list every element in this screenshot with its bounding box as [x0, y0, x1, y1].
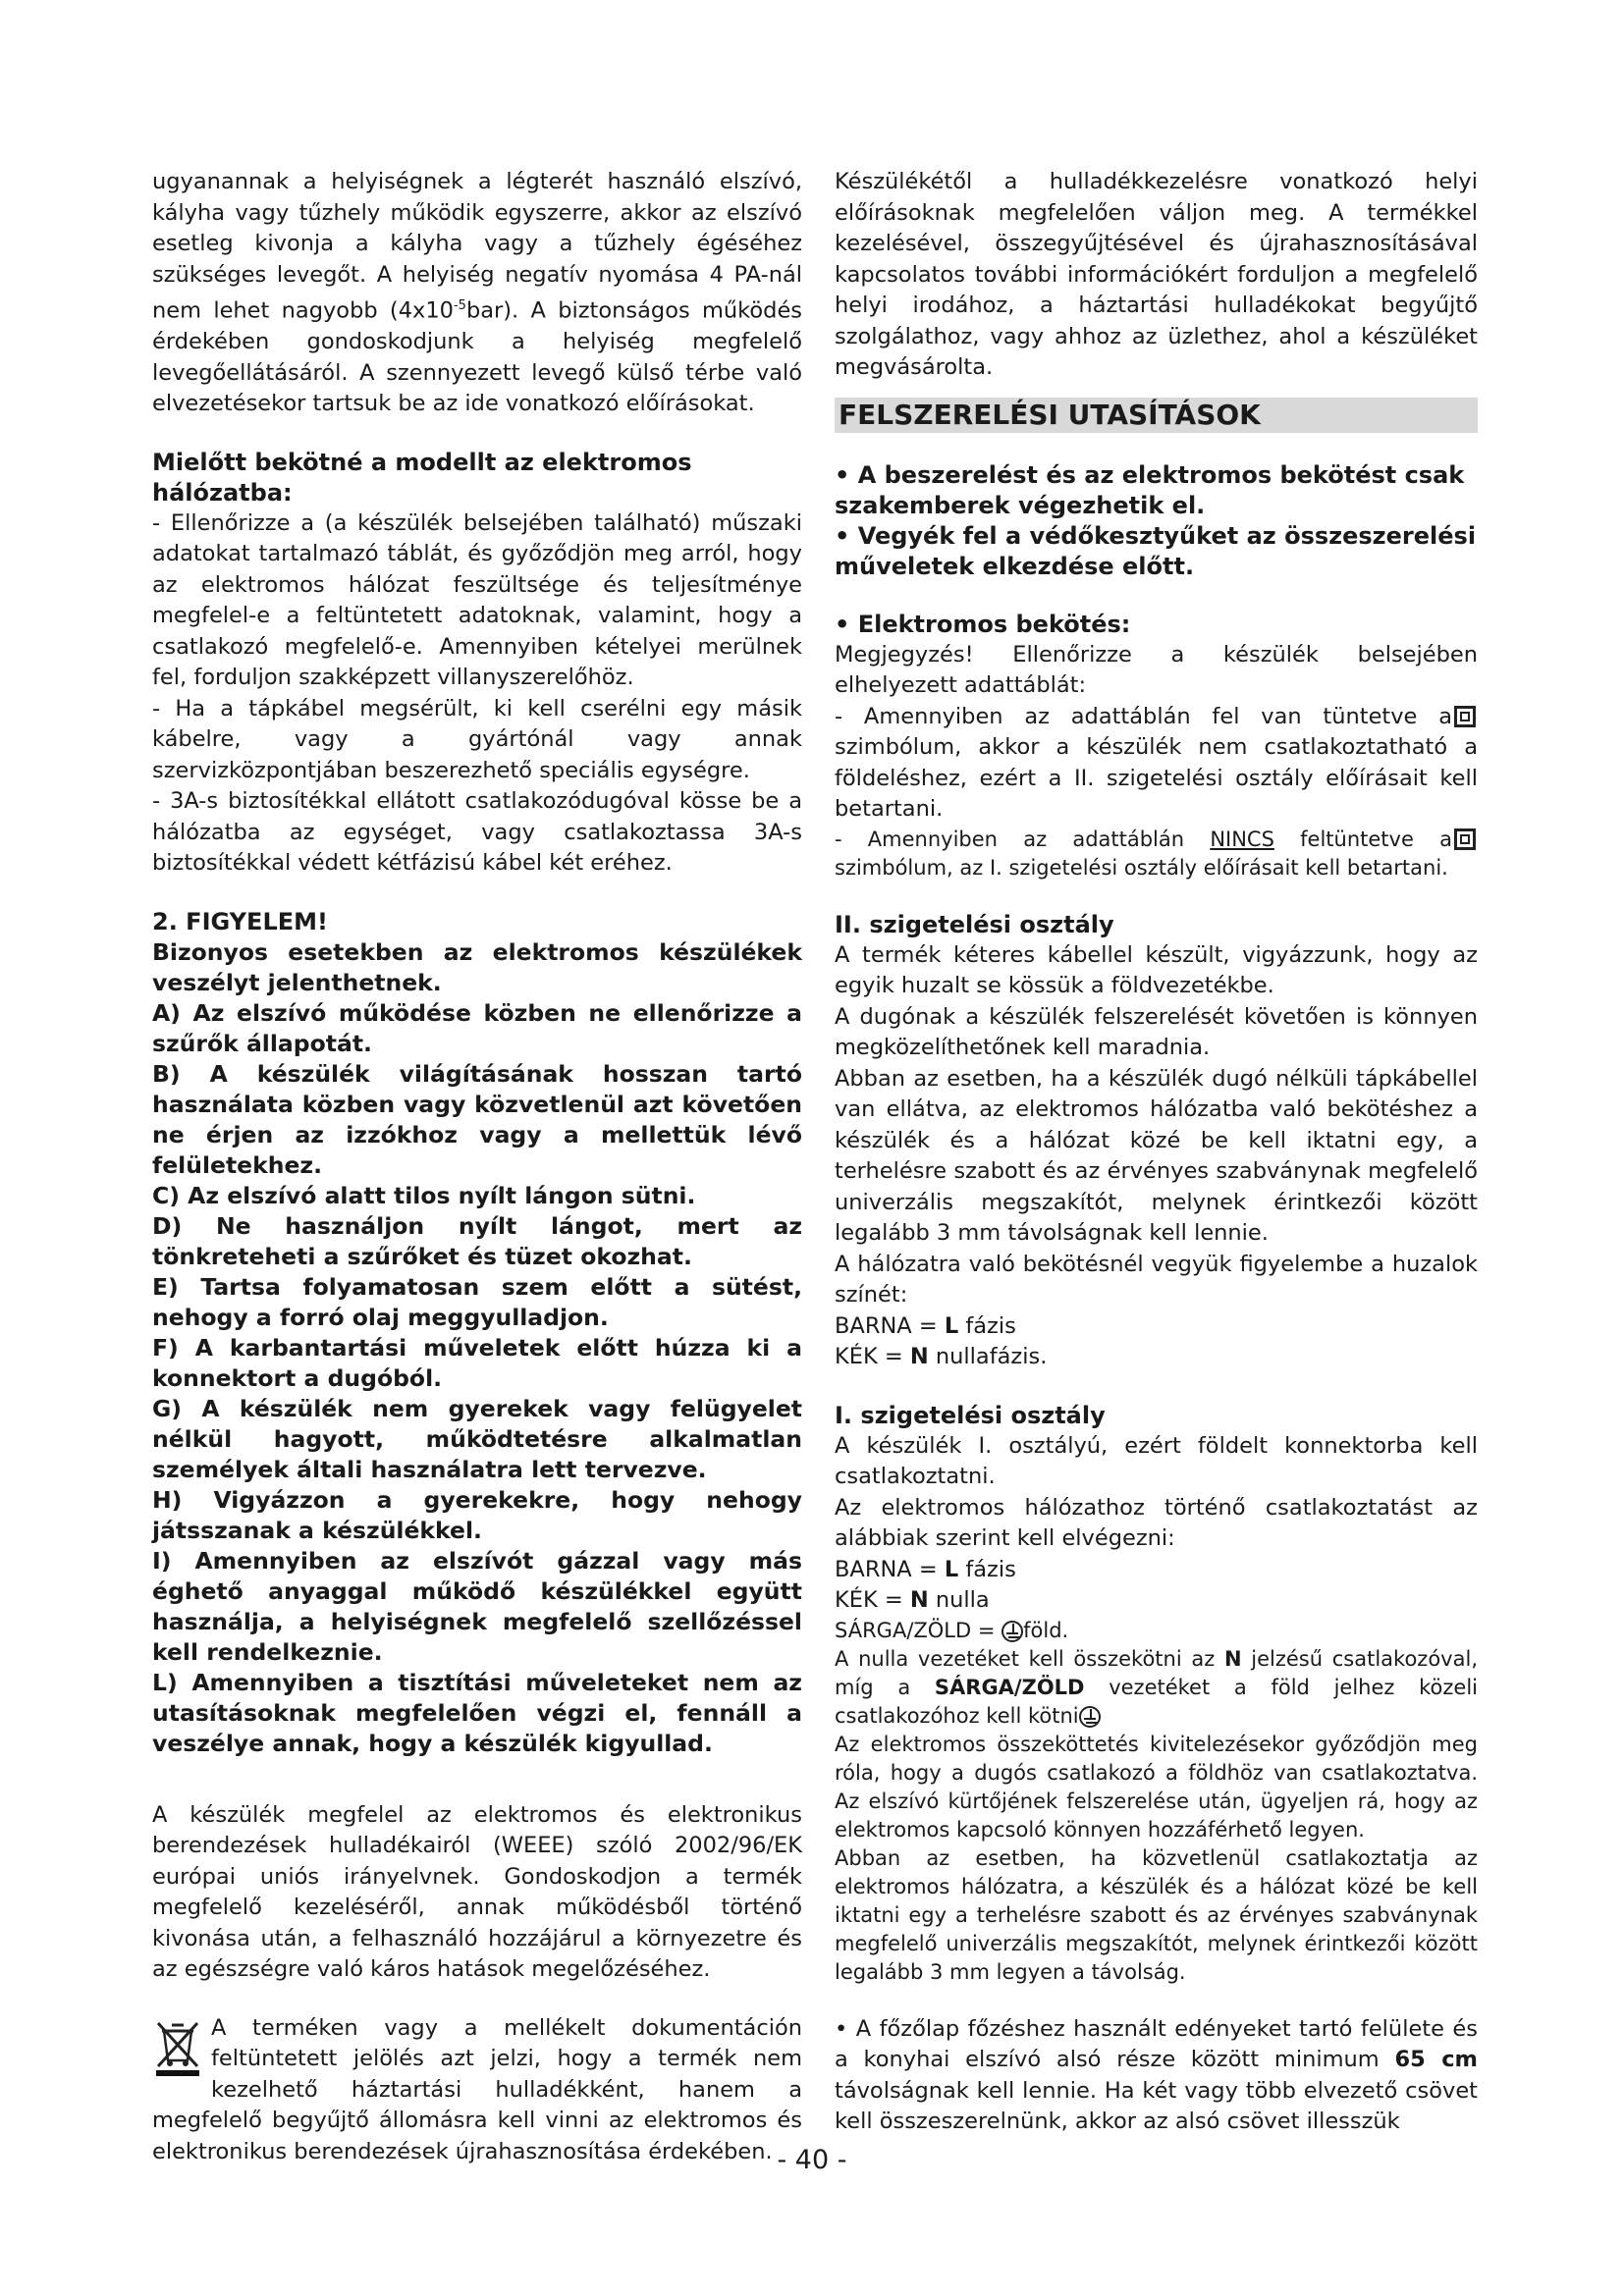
grounded-plug-paragraph: Az elektromos összeköttetés kivitelezésekor győződjön meg róla, hogy a dugós csatlakozó a földhöz van csatlakoztatva. Az elszívó kürtőjének felszerelése után, ügyeljen rá, hogy az elektromos kapcsoló könnyen hozzáférhető legyen. [835, 1732, 1478, 1842]
brown-line-1: BARNA = L fázis [835, 1312, 1016, 1339]
warning-intro: Bizonyos esetekben az elektromos készülékek veszélyt jelenthetnek. [152, 937, 802, 996]
ground-icon [1001, 1621, 1023, 1642]
warning-b: B) A készülék világításának hosszan tartó használata közben vagy közvetlenül azt követően ne érjen az izzókhoz vagy a mellettük lévő felületekhez. [152, 1059, 802, 1179]
disposal-paragraph: A terméken vagy a mellékelt dokumentáción feltüntetett jelölés azt jelzi, hogy a termék nem kezelhető háztartási hulladékként, hanem a megfelelő begyűjtő állomásra kell vinni az elektromos és elektronikus berendezések újrahasznosítása érdekében. [152, 2014, 802, 2164]
bullet-gloves: • Vegyék fel a védőkesztyűket az összeszerelési műveletek elkezdése előtt. [835, 521, 1477, 580]
yellow-green-line: SÁRGA/ZÖLD = föld. [835, 1618, 1069, 1642]
blue-line-1: KÉK = N nullafázis. [835, 1344, 1048, 1369]
fuse-paragraph: - 3A-s biztosítékkal ellátott csatlakozódugóval kösse be a hálózatba az egységet, vagy csatlakoztassa 3A-s biztosítékkal védett kétfázisú kábel két eréhez. [152, 788, 802, 876]
class-ii-symbol-paragraph: - Amennyiben az adattáblán fel van tüntetve a szimbólum, akkor a készülék nem csatlakoztatható a földeléshez, ezért a II. szigetelési osztály előírásait kell betartani. [835, 703, 1478, 822]
double-insulation-icon [1454, 706, 1476, 727]
blue-line-2: KÉK = N nulla [835, 1587, 990, 1613]
brown-line-2: BARNA = L fázis [835, 1556, 1016, 1582]
heading-class-i: I. szigetelési osztály [835, 1401, 1106, 1429]
page-number: - 40 - [777, 2145, 847, 2175]
local-disposal-paragraph: Készülékétől a hulladékkezelésre vonatkozó helyi előírásoknak megfelelően váljon meg. A termékkel kezelésével, összegyűjtésével és újrahasznosításával kapcsolatos további információkért forduljon a megfelelő helyi irodához, a háztartási hulladékokat begyűjtő szolgálathoz, vagy ahhoz az üzlethez, ahol a készüléket megvásárolta. [835, 169, 1478, 380]
crossed-bin-icon [152, 2017, 203, 2076]
heading-before-connecting: Mielőtt bekötné a modellt az elektromos hálózatba: [152, 448, 692, 507]
warning-a: A) Az elszívó működése közben ne ellenőrizze a szűrők állapotát. [152, 998, 802, 1057]
bullet-electrical-connection: • Elektromos bekötés: [835, 610, 1131, 638]
class-i-symbol-paragraph: - Amennyiben az adattáblán NINCS feltüntetve a szimbólum, az I. szigetelési osztály előírásait kell betartani. [835, 826, 1478, 882]
warning-h: H) Vigyázzon a gyerekekre, hogy nehogy játsszanak a készülékkel. [152, 1485, 802, 1544]
heading-class-ii: II. szigetelési osztály [835, 910, 1114, 938]
connection-intro: Az elektromos hálózathoz történő csatlakoztatást az alábbiak szerint kell elvégezni: [835, 1494, 1478, 1551]
wire-colors-intro: A hálózatra való bekötésnél vegyük figyelembe a huzalok színét: [835, 1251, 1478, 1308]
ground-icon-2 [1079, 1706, 1101, 1728]
plug-access-paragraph: A dugónak a készülék felszerelését követően is könnyen megközelíthetőnek kell maradnia. [835, 1003, 1478, 1060]
two-wire-paragraph: A termék kéteres kábellel készült, vigyázzunk, hogy az egyik huzalt se kössük a földvezetékbe. [835, 941, 1478, 998]
warning-l: L) Amennyiben a tisztítási műveleteket nem az utasításoknak megfelelően végzi el, fennáll a veszélye annak, hogy a készülék kigyullad. [152, 1668, 802, 1757]
ventilation-paragraph: ugyanannak a helyiségnek a légterét használó elszívó, kályha vagy tűzhely működik egyszerre, akkor az elszívó esetleg kivonja a kályha vagy a tűzhely égéséhez szükséges levegőt. A helyiség negatív nyomása 4 PA-nál nem lehet nagyobb $(4x10^{-5}bar)$. A biztonságos működés érdekében gondoskodjunk a helyiség megfelelő levegőellátásáról. A szennyezett levegő külső térbe való elvezetésekor tartsuk be az ide vonatkozó előírásokat. [152, 169, 803, 416]
section-title-bar: FELSZERELÉSI UTASÍTÁSOK [835, 398, 1478, 433]
warning-c: C) Az elszívó alatt tilos nyílt lángon sütni. [152, 1181, 696, 1209]
heading-warning: 2. FIGYELEM! [152, 907, 328, 935]
warning-f: F) A karbantartási műveletek előtt húzza ki a konnektort a dugóból. [152, 1333, 802, 1392]
left-column [152, 167, 802, 2167]
warning-g: G) A készülék nem gyerekek vagy felügyelet nélkül hagyott, működtetésre alkalmatlan személyek általi használatra lett tervezve. [152, 1394, 802, 1483]
warning-e: E) Tartsa folyamatosan szem előtt a sütést, nehogy a forró olaj meggyulladjon. [152, 1272, 802, 1331]
check-rating-plate-paragraph: - Ellenőrizze a (a készülék belsejében található) műszaki adatokat tartalmazó táblát, és győződjön meg arról, hogy az elektromos hálózat feszültsége és teljesítménye megfelel-e a feltüntetett adatoknak, valamint, hogy a csatlakozó megfelelő-e. Amennyiben kételyei merülnek fel, forduljon szakképzett villanyszerelőhöz. [152, 509, 802, 690]
right-column [835, 167, 1478, 2138]
earthed-socket-paragraph: A készülék I. osztályú, ezért földelt konnektorba kell csatlakoztatni. [835, 1432, 1478, 1489]
warning-d: D) Ne használjon nyílt lángot, mert az tönkreteheti a szűrőket és tüzet okozhat. [152, 1211, 802, 1270]
double-insulation-icon-2 [1454, 828, 1476, 850]
neutral-wire-paragraph: A nulla vezetéket kell összekötni az N jelzésű csatlakozóval, míg a SÁRGA/ZÖLD vezetéket a föld jelhez közeli csatlakozóhoz kell kötni [835, 1646, 1478, 1728]
note-paragraph: Megjegyzés! Ellenőrizze a készülék belsejében elhelyezett adattáblát: [835, 641, 1478, 698]
direct-connection-paragraph: Abban az esetben, ha közvetlenül csatlakoztatja az elektromos hálózatra, a készülék és a hálózat közé be kell iktatni egy a terhelésre szabott és az érvényes szabványnak megfelelő univerzális megszakítót, melynek érintkezői között legalább 3 mm legyen a távolság. [835, 1845, 1478, 1984]
warning-i: I) Amennyiben az elszívót gázzal vagy más éghető anyaggal működő készülékkel együtt használja, a helyiségnek megfelelő szellőzéssel kell rendelkeznie. [152, 1546, 802, 1666]
damaged-cable-paragraph: - Ha a tápkábel megsérült, ki kell cserélni egy másik kábelre, vagy a gyártónál vagy annak szervizközpontjában beszerezhető speciális egységre. [152, 695, 802, 783]
clearance-paragraph: • A főzőlap főzéshez használt edényeket tartó felülete és a konyhai elszívó alsó része között minimum 65 cm távolságnak kell lennie. Ha két vagy több elvezető csövet kell összeszerelnünk, akkor az alsó csövet illesszük [835, 2015, 1478, 2134]
weee-paragraph: A készülék megfelel az elektromos és elektronikus berendezések hulladékairól (WEEE) szóló 2002/96/EK európai uniós irányelvnek. Gondoskodjon a termék megfelelő kezeléséről, annak működésből történő kivonása után, a felhasználó hozzájárul a környezetre és az egészségre való káros hatások megelőzéséhez. [152, 1801, 802, 1982]
no-plug-paragraph: Abban az esetben, ha a készülék dugó nélküli tápkábellel van ellátva, az elektromos hálózatba való bekötéshez a készülék és a hálózat közé be kell iktatni egy, a terhelésre szabott és az érvényes szabványnak megfelelő univerzális megszakítót, melynek érintkezői között legalább 3 mm távolságnak kell lennie. [835, 1065, 1478, 1246]
bullet-installation-experts: • A beszerelést és az elektromos bekötést csak szakemberek végezhetik el. [835, 460, 1465, 519]
